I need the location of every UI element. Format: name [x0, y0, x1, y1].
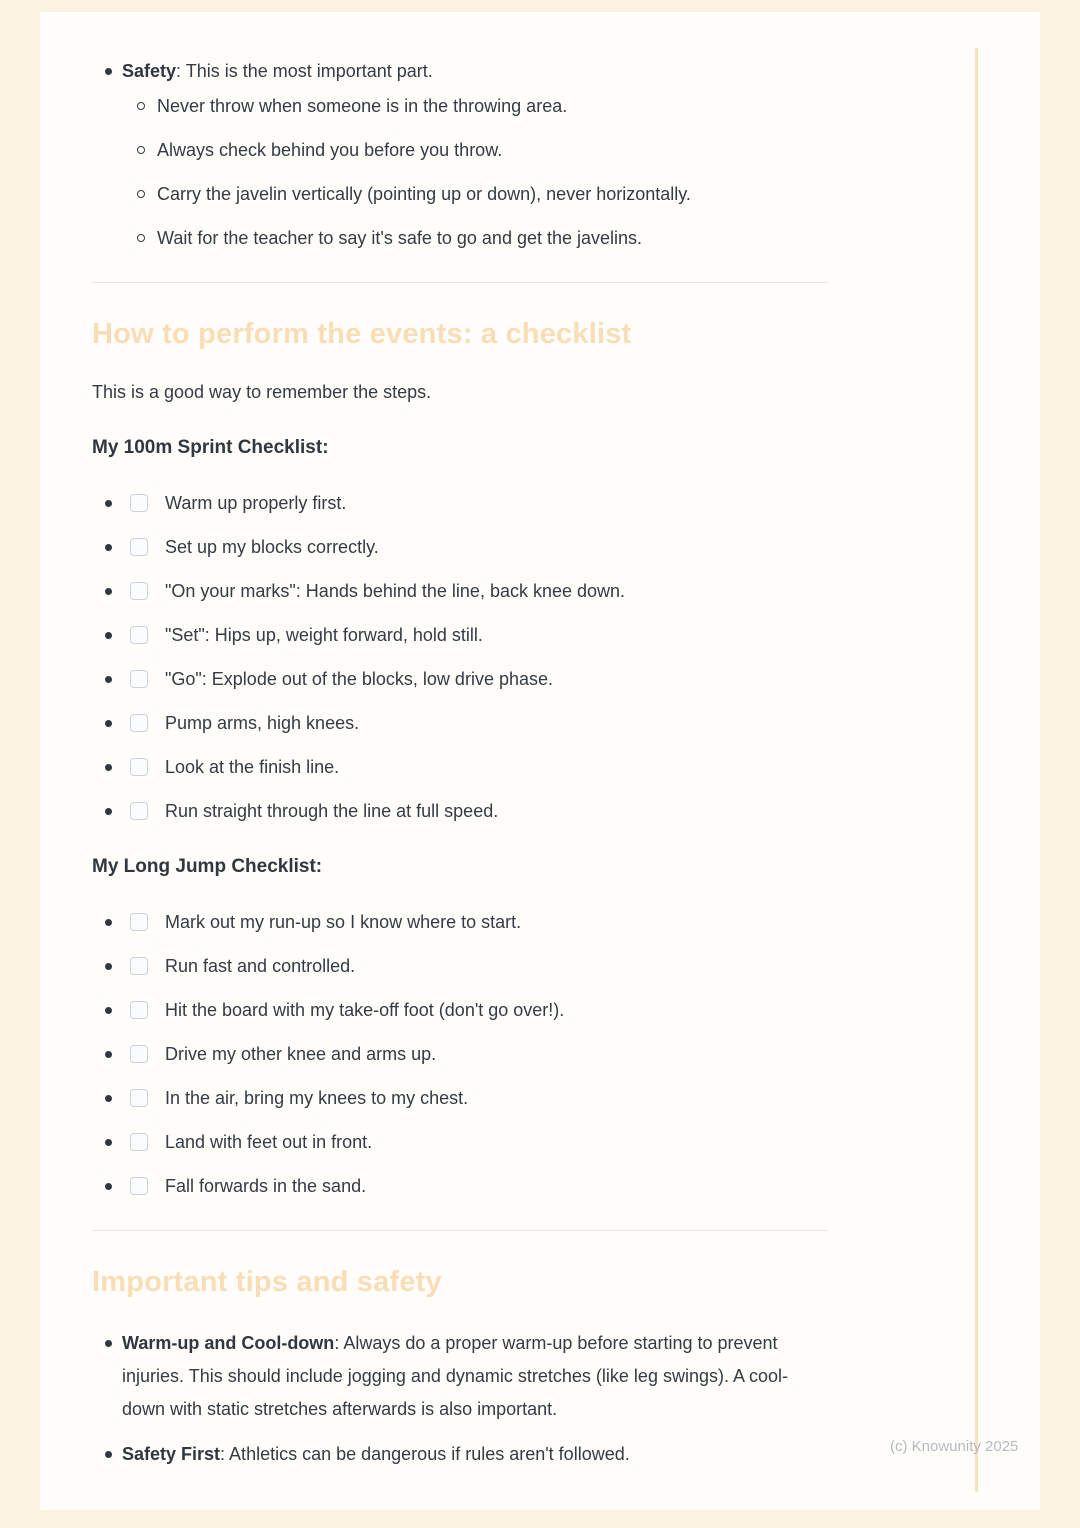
bullet-icon	[105, 676, 112, 683]
checkbox-icon	[130, 802, 148, 820]
checklist-item	[92, 798, 828, 825]
document-content	[40, 12, 828, 1471]
long-jump-checklist	[92, 909, 828, 1200]
tips-list	[92, 1327, 828, 1471]
divider	[92, 282, 828, 283]
list-item	[92, 58, 828, 85]
checklist-item-text: Run straight through the line at full speed.	[165, 801, 499, 821]
checklist-item-text: Fall forwards in the sand.	[165, 1176, 367, 1196]
list-item	[92, 1438, 828, 1471]
list-item-text: Carry the javelin vertically (pointing up or down), never horizontally.	[157, 184, 691, 204]
checkbox-icon	[130, 957, 148, 975]
checklist-item-text: Look at the finish line.	[165, 757, 340, 777]
bullet-icon	[105, 588, 112, 595]
list-item	[92, 137, 828, 164]
checklist-item-text: "On your marks": Hands behind the line, back knee down.	[165, 581, 626, 601]
divider	[92, 1230, 828, 1231]
document-page	[40, 12, 1040, 1510]
checkbox-icon	[130, 1001, 148, 1019]
bullet-icon	[105, 1451, 112, 1458]
checkbox-icon	[130, 1089, 148, 1107]
bullet-icon	[105, 1183, 112, 1190]
safety-lead-text: : This is the most important part.	[176, 61, 433, 81]
checklist-item	[92, 1173, 828, 1200]
checkbox-icon	[130, 1133, 148, 1151]
checklist-item	[92, 1085, 828, 1112]
bullet-icon	[105, 1007, 112, 1014]
tip-bold: Warm-up and Cool-down	[122, 1333, 335, 1353]
checklist-item	[92, 666, 828, 693]
bullet-icon	[105, 1340, 112, 1347]
bullet-icon	[105, 963, 112, 970]
checklist-item-text: Hit the board with my take-off foot (don't go over!).	[165, 1000, 565, 1020]
tip-text	[122, 1327, 828, 1426]
checklist-item-text: Run fast and controlled.	[165, 956, 356, 976]
hollow-bullet-icon	[137, 190, 145, 198]
list-item	[92, 225, 828, 252]
bullet-icon	[105, 500, 112, 507]
bullet-icon	[105, 68, 112, 75]
checklist-item-text: Set up my blocks correctly.	[165, 537, 379, 557]
tip-rest: : Always do a proper warm-up before starting to prevent injuries. This should include jogging and dynamic stretches (like leg swings). A cool-down with static stretches afterwards is also important.	[122, 1333, 789, 1419]
checklist-item	[92, 953, 828, 980]
checklist-item-text: In the air, bring my knees to my chest.	[165, 1088, 469, 1108]
checkbox-icon	[130, 758, 148, 776]
hollow-bullet-icon	[137, 146, 145, 154]
checklist-item-text: Mark out my run-up so I know where to start.	[165, 912, 522, 932]
tip-bold: Safety First	[122, 1444, 221, 1464]
safety-list	[92, 58, 828, 85]
bullet-icon	[105, 632, 112, 639]
checklist-item-text: Land with feet out in front.	[165, 1132, 373, 1152]
checklist-item	[92, 1129, 828, 1156]
checklist-item	[92, 622, 828, 649]
sprint-checklist-title: My 100m Sprint Checklist:	[92, 437, 329, 458]
bullet-icon	[105, 544, 112, 551]
safety-lead-bold: Safety	[122, 61, 177, 81]
safety-sublist	[92, 93, 828, 252]
checklist-item-text: "Set": Hips up, weight forward, hold still.	[165, 625, 483, 645]
checklist-item	[92, 1041, 828, 1068]
checkbox-icon	[130, 913, 148, 931]
list-item-text: Wait for the teacher to say it's safe to go and get the javelins.	[157, 228, 643, 248]
bullet-icon	[105, 808, 112, 815]
sprint-checklist	[92, 490, 828, 825]
checklist-item	[92, 909, 828, 936]
bullet-icon	[105, 1051, 112, 1058]
bullet-icon	[105, 919, 112, 926]
section-heading-tips: Important tips and safety	[92, 1266, 442, 1298]
list-item-text: Always check behind you before you throw.	[157, 140, 503, 160]
list-item	[92, 1327, 828, 1426]
bullet-icon	[105, 1095, 112, 1102]
list-item	[92, 181, 828, 208]
checklist-item-text: Pump arms, high knees.	[165, 713, 360, 733]
checklist-item	[92, 997, 828, 1024]
howto-intro: This is a good way to remember the steps.	[92, 382, 432, 402]
copyright-footer: (c) Knowunity 2025	[890, 1438, 1019, 1455]
bullet-icon	[105, 1139, 112, 1146]
checkbox-icon	[130, 538, 148, 556]
checklist-item	[92, 490, 828, 517]
checkbox-icon	[130, 494, 148, 512]
long-jump-checklist-title: My Long Jump Checklist:	[92, 856, 323, 877]
tip-text	[122, 1438, 630, 1471]
checkbox-icon	[130, 582, 148, 600]
safety-lead	[122, 58, 433, 85]
bullet-icon	[105, 764, 112, 771]
list-item	[92, 93, 828, 120]
checklist-item	[92, 710, 828, 737]
tip-rest: : Athletics can be dangerous if rules aren't followed.	[220, 1444, 630, 1464]
hollow-bullet-icon	[137, 234, 145, 242]
checklist-item	[92, 754, 828, 781]
checkbox-icon	[130, 626, 148, 644]
checklist-item-text: Drive my other knee and arms up.	[165, 1044, 437, 1064]
checkbox-icon	[130, 1177, 148, 1195]
hollow-bullet-icon	[137, 102, 145, 110]
checklist-item-text: Warm up properly first.	[165, 493, 347, 513]
checklist-item	[92, 534, 828, 561]
section-heading-howto: How to perform the events: a checklist	[92, 318, 632, 350]
bullet-icon	[105, 720, 112, 727]
checklist-item-text: "Go": Explode out of the blocks, low drive phase.	[165, 669, 553, 689]
checklist-item	[92, 578, 828, 605]
checkbox-icon	[130, 1045, 148, 1063]
checkbox-icon	[130, 714, 148, 732]
checkbox-icon	[130, 670, 148, 688]
list-item-text: Never throw when someone is in the throwing area.	[157, 96, 568, 116]
page-edge-line	[975, 48, 978, 1492]
